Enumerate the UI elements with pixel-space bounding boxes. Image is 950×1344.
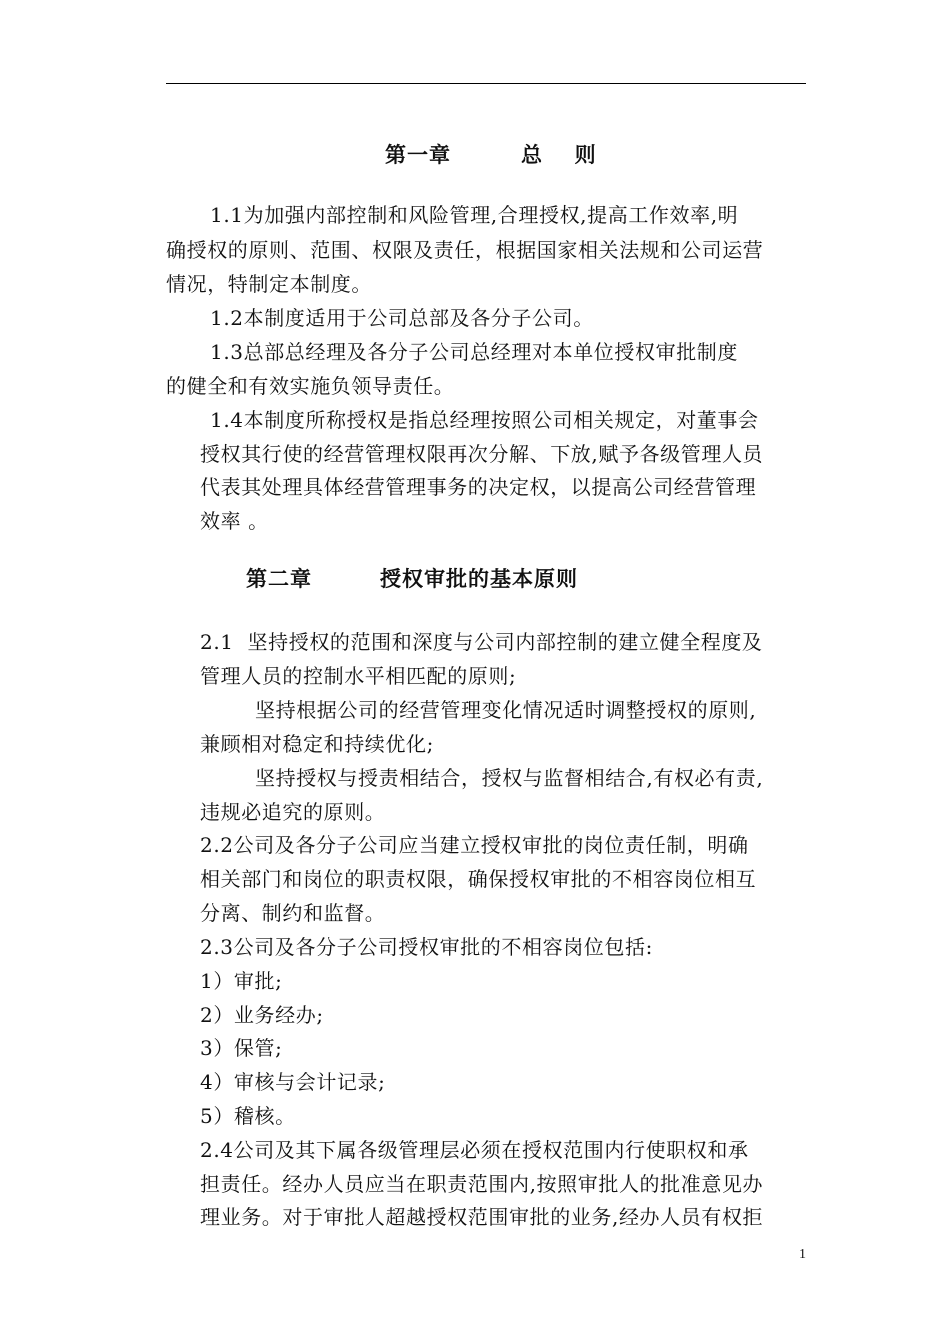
text-line: 2.3公司及各分子公司授权审批的不相容岗位包括:: [200, 935, 653, 959]
text-line: 确授权的原则、范围、权限及责任，根据国家相关法规和公司运营: [166, 238, 764, 262]
chapter-1-label: 第一章: [385, 142, 451, 167]
text-line: 情况，特制定本制度。: [166, 272, 372, 296]
header-rule: [166, 83, 806, 84]
text-line: 分离、制约和监督。: [200, 901, 386, 925]
page-number: 1: [799, 1247, 806, 1262]
text-line: 管理人员的控制水平相匹配的原则;: [200, 664, 517, 688]
chapter-1-heading: [385, 141, 602, 169]
text-line: 担责任。经办人员应当在职责范围内,按照审批人的批准意见办: [200, 1172, 764, 1196]
list-item: 4）审核与会计记录;: [200, 1070, 386, 1094]
chapter-2-label: 第二章: [246, 566, 312, 591]
chapter-2-title: 授权审批的基本原则: [380, 566, 578, 591]
text-line: 1.1为加强内部控制和风险管理,合理授权,提高工作效率,明: [210, 203, 739, 227]
text-line: 2.2公司及各分子公司应当建立授权审批的岗位责任制，明确: [200, 833, 749, 857]
list-item: 3）保管;: [200, 1036, 283, 1060]
text-line: 1.3总部总经理及各分子公司总经理对本单位授权审批制度: [210, 340, 739, 364]
chapter-1-title: 总 则: [521, 142, 602, 167]
text-line: 1.4本制度所称授权是指总经理按照公司相关规定，对董事会: [210, 408, 759, 432]
text-line: 效率 。: [200, 509, 269, 533]
text-line: 2.1 坚持授权的范围和深度与公司内部控制的建立健全程度及: [200, 630, 763, 654]
text-line: 坚持授权与授责相结合，授权与监督相结合,有权必有责,: [255, 766, 764, 790]
text-line: 代表其处理具体经营管理事务的决定权，以提高公司经营管理: [200, 475, 757, 499]
list-item: 2）业务经办;: [200, 1003, 324, 1027]
text-line: 的健全和有效实施负领导责任。: [166, 374, 455, 398]
text-line: 相关部门和岗位的职责权限，确保授权审批的不相容岗位相互: [200, 867, 757, 891]
text-line: 2.4公司及其下属各级管理层必须在授权范围内行使职权和承: [200, 1138, 749, 1162]
text-line: 授权其行使的经营管理权限再次分解、下放,赋予各级管理人员: [200, 442, 764, 466]
list-item: 5）稽核。: [200, 1104, 296, 1128]
text-line: 兼顾相对稳定和持续优化;: [200, 732, 434, 756]
chapter-2-heading: [246, 565, 578, 593]
text-line: 违规必追究的原则。: [200, 800, 386, 824]
text-line: 坚持根据公司的经营管理变化情况适时调整授权的原则,: [255, 698, 757, 722]
text-line: 理业务。对于审批人超越授权范围审批的业务,经办人员有权拒: [200, 1205, 764, 1229]
text-line: 1.2本制度适用于公司总部及各分子公司。: [210, 306, 594, 330]
list-item: 1）审批;: [200, 969, 283, 993]
